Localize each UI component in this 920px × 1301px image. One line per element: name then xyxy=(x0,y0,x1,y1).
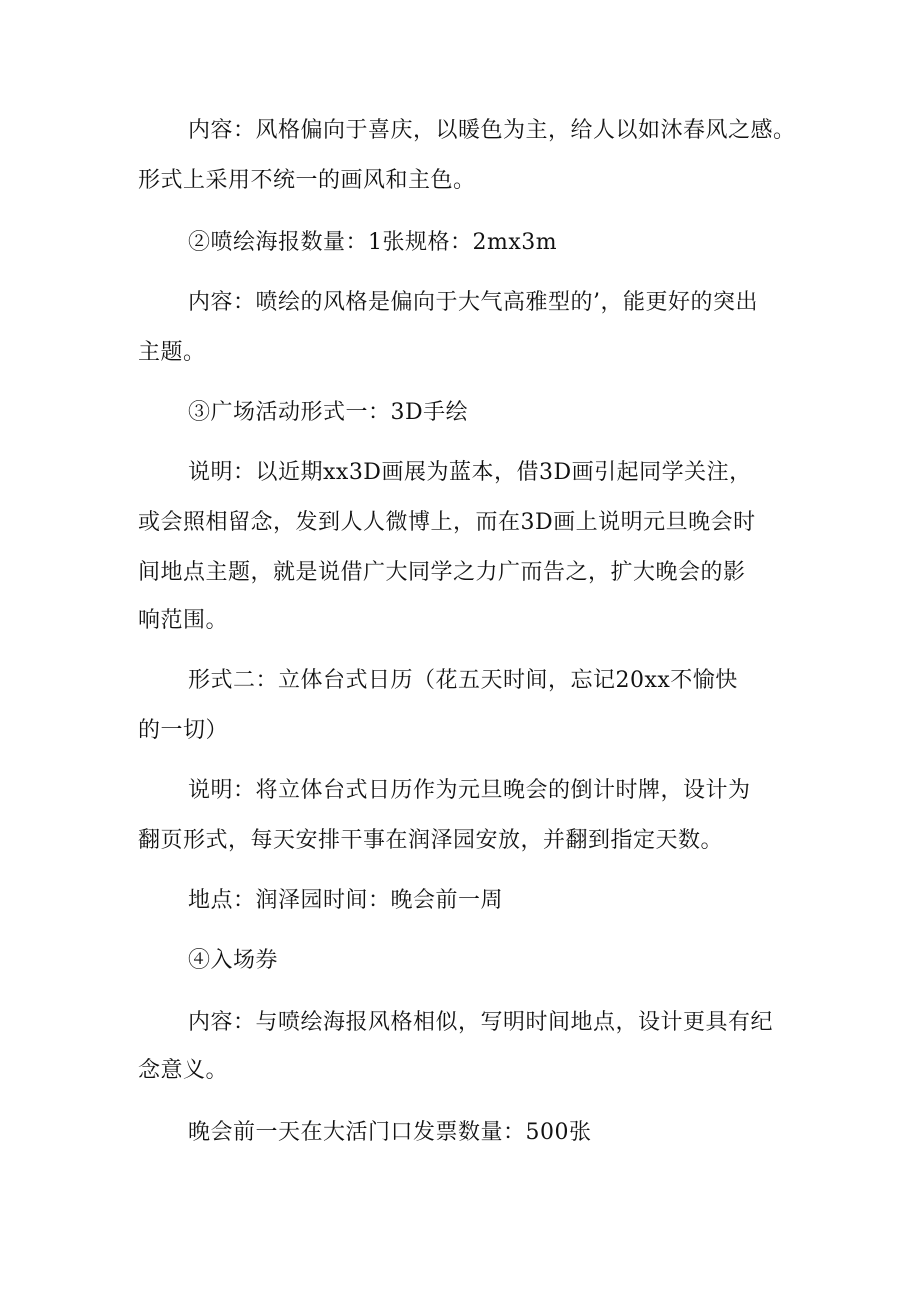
paragraph-line: 间地点主题，就是说借广大同学之力广而告之，扩大晚会的影 xyxy=(138,560,746,585)
paragraph-line: 说明：将立体台式日历作为元旦晚会的倒计时牌，设计为 xyxy=(188,778,751,803)
paragraph-line: 内容：风格偏向于喜庆，以暖色为主，给人以如沐春风之感。 xyxy=(188,118,796,143)
paragraph-line: 的一切） xyxy=(138,718,229,743)
paragraph-line: ③广场活动形式一：3D手绘 xyxy=(188,400,469,425)
paragraph-line: 翻页形式，每天安排干事在润泽园安放，并翻到指定天数。 xyxy=(138,828,724,853)
paragraph-line: ④入场券 xyxy=(188,948,279,973)
paragraph-line: 响范围。 xyxy=(138,608,229,633)
paragraph-line: 念意义。 xyxy=(138,1058,229,1083)
paragraph-line: 形式二：立体台式日历（花五天时间，忘记20xx不愉快 xyxy=(188,668,738,693)
paragraph-line: ②喷绘海报数量：1张规格：2mx3m xyxy=(188,230,558,255)
paragraph-line: 内容：与喷绘海报风格相似，写明时间地点，设计更具有纪 xyxy=(188,1010,774,1035)
paragraph-line: 主题。 xyxy=(138,340,206,365)
paragraph-line: 晚会前一天在大活门口发票数量：500张 xyxy=(188,1120,592,1145)
paragraph-line: 形式上采用不统一的画风和主色。 xyxy=(138,168,476,193)
paragraph-line: 内容：喷绘的风格是偏向于大气高雅型的’，能更好的突出 xyxy=(188,290,758,315)
paragraph-line: 地点：润泽园时间：晚会前一周 xyxy=(188,888,504,913)
paragraph-line: 说明：以近期xx3D画展为蓝本，借3D画引起同学关注， xyxy=(188,460,752,485)
paragraph-line: 或会照相留念，发到人人微博上，而在3D画上说明元旦晚会时 xyxy=(138,510,756,535)
